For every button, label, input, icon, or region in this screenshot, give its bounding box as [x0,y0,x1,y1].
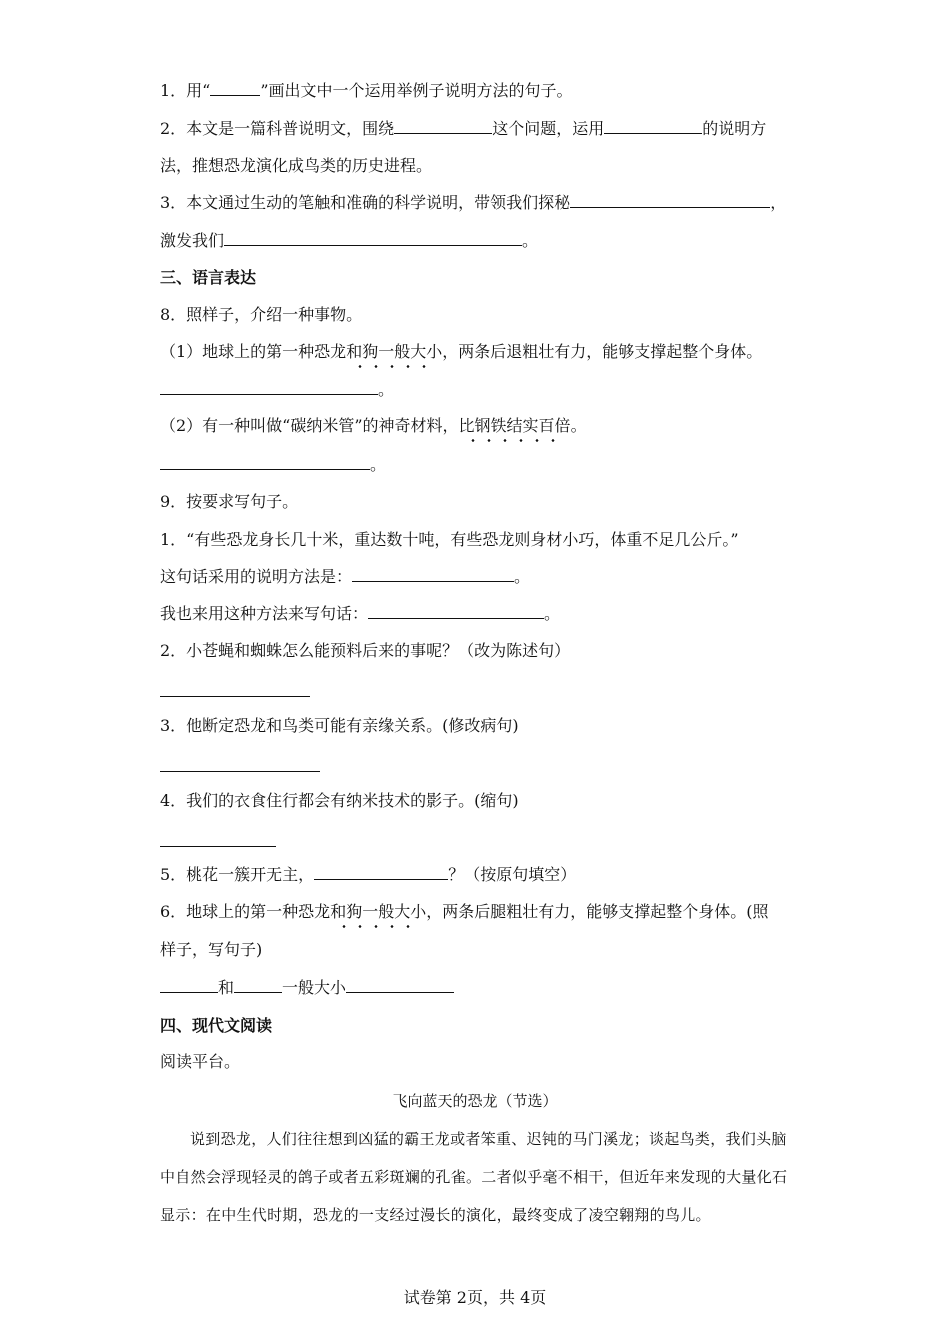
q9-item-5: 5．桃花一簇开无主， ？（按原句填空） [160,865,577,884]
answer-blank[interactable] [224,231,522,246]
q9-item-6-template: 和 一般大小 [160,978,454,998]
q9-item-3: 3．他断定恐龙和鸟类可能有亲缘关系。(修改病句) [160,716,519,735]
q9-item-6: 6．地球上的第一种恐龙和狗一般大小，两条后腿粗壮有力，能够支撑起整个身体。(照 [160,902,769,921]
q9-item-6-cont: 样子，写句子) [160,940,263,959]
q8-sentence-2: （2）有一种叫做“碳纳米管”的神奇材料，比钢铁结实百倍。 [160,416,587,435]
answer-blank[interactable] [346,978,454,993]
question-3: 3．本文通过生动的笔触和准确的科学说明，带领我们探秘 ， [160,193,787,212]
answer-line[interactable] [160,846,276,847]
answer-blank[interactable] [368,604,544,619]
q8-title: 8．照样子，介绍一种事物。 [160,305,363,324]
page-footer: 试卷第 2页，共 4页 [403,1288,547,1307]
answer-blank[interactable] [234,978,282,993]
question-3-cont: 激发我们 。 [160,231,539,250]
reading-intro: 阅读平台。 [160,1052,241,1071]
question-1: 1．用“ ”画出文中一个运用举例子说明方法的句子。 [160,81,573,100]
question-2: 2．本文是一篇科普说明文，围绕 这个问题，运用 的说明方 [160,119,767,138]
answer-blank[interactable] [314,865,448,880]
q8-answer-2: 。 [160,455,386,475]
q8-sentence-1: （1）地球上的第一种恐龙和狗一般大小，两条后退粗壮有力，能够支撑起整个身体。 [160,342,763,361]
answer-blank[interactable] [570,193,770,208]
section-heading-3: 三、语言表达 [160,268,257,287]
answer-blank[interactable] [160,978,218,993]
q8-answer-1: 。 [160,380,394,400]
q9-item-4: 4．我们的衣食住行都会有纳米技术的影子。(缩句) [160,791,519,810]
question-2-cont: 法，推想恐龙演化成鸟类的历史进程。 [160,156,433,175]
answer-blank[interactable] [352,567,514,582]
answer-blank[interactable] [160,455,370,470]
answer-line[interactable] [160,771,320,772]
q9-item-1-method: 这句话采用的说明方法是： 。 [160,567,531,586]
answer-blank[interactable] [210,81,260,96]
q9-item-2: 2．小苍蝇和蜘蛛怎么能预料后来的事呢？（改为陈述句） [160,641,571,660]
answer-line[interactable] [160,696,310,697]
answer-blank[interactable] [604,119,702,134]
article-paragraph: 说到恐龙，人们往往想到凶猛的霸王龙或者笨重、迟钝的马门溪龙；谈起鸟类，我们头脑中自然会浮现轻灵的鸽子或者五彩斑斓的孔雀。二者似乎毫不相干，但近年来发现的大量化石显示：在中生代时期，恐龙的一支经过漫长的演化，最终变成了凌空翱翔的鸟儿。 [160,1130,788,1224]
answer-blank[interactable] [394,119,492,134]
section-heading-4: 四、现代文阅读 [160,1016,273,1035]
answer-blank[interactable] [160,380,378,395]
dotted-emphasis: 和狗一般大小 [346,342,443,361]
q9-item-1: 1．“有些恐龙身长几十米，重达数十吨，有些恐龙则身材小巧，体重不足几公斤。” [160,530,739,549]
article-title: 飞向蓝天的恐龙（节选） [392,1092,558,1110]
dotted-emphasis: 比钢铁结实百倍 [458,416,571,435]
q9-item-1-write: 我也来用这种方法来写句话： 。 [160,604,561,623]
dotted-emphasis: 和狗一般大小 [330,902,427,921]
q9-title: 9．按要求写句子。 [160,492,299,511]
